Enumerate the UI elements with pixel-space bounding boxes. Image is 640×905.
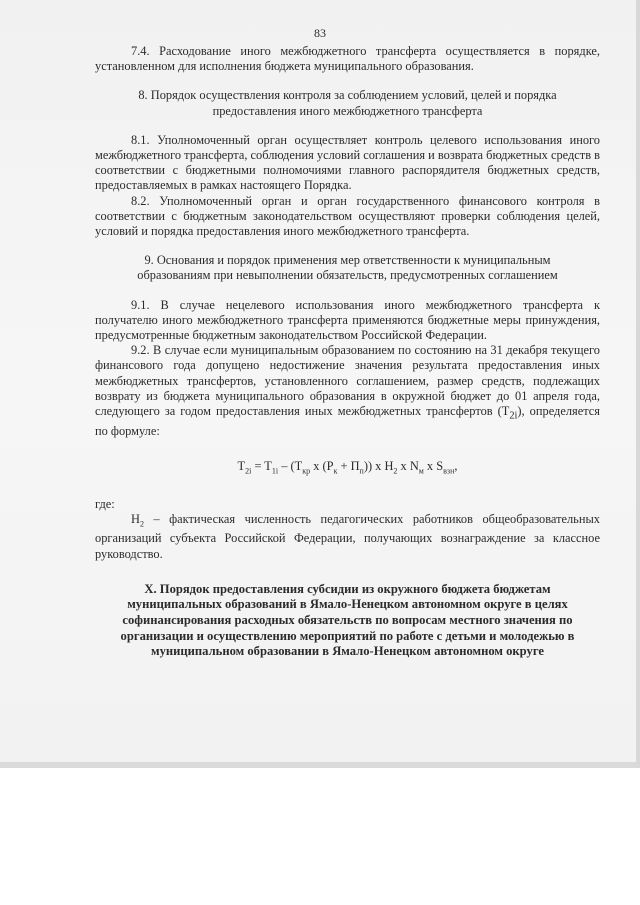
where-label: где: bbox=[95, 496, 115, 511]
paragraph-9-2-text: 9.2. В случае если муниципальным образованием по состоянию на 31 декабря текущего финансового года допущено недостижение значения результата предоставления иных межбюджетных трансфертов, установленного соглашением, размер средств, подлежащих возврату из бюджета муниципального образования в окружной бюджет до 01 апреля года, следующего за годом предоставления иных межбюджетных трансфертов (T bbox=[95, 343, 600, 419]
section-X-heading: X. Порядок предоставления субсидии из окружного бюджета бюджетам муниципальных образований в Ямало-Ненецком автономном округе в целях софинансирования расходных обязательств по вопросам местного значения по организации и осуществлению мероприятий по работе с детьми и молодежью в муниципальном образовании в Ямало-Ненецком автономном округе bbox=[120, 581, 575, 659]
section-8-heading: 8. Порядок осуществления контроля за соблюдением условий, целей и порядка предоставления иного межбюджетного трансферта bbox=[138, 88, 557, 118]
paragraph-8-1: 8.1. Уполномоченный орган осуществляет контроль целевого использования иного межбюджетного трансферта, соблюдения условий соглашения и возврата бюджетных средств в соответствии с бюджетными полномочиями главного распорядителя бюджетных средств, предоставляемых в рамках настоящего Порядка. bbox=[95, 132, 600, 193]
paragraph-9-2 bbox=[95, 343, 600, 439]
paragraph-9-2-sub: 2i bbox=[509, 410, 518, 422]
formula: $T_{2i} = T_{1i} - (T_{кр}$ x $(P_к + П_п)$) x $H_2$ x $N_м$ x $S_{взн}$, bbox=[237, 458, 458, 476]
paragraph-9-1: 9.1. В случае нецелевого использования иного межбюджетного трансферта к получателю иного межбюджетного трансферта применяются бюджетные меры принуждения, предусмотренные бюджетным законодательством Российской Федерации. bbox=[95, 297, 600, 343]
document-body bbox=[95, 44, 600, 660]
paragraph-7-4: 7.4. Расходование иного межбюджетного трансферта осуществляется в порядке, установленном для исполнения бюджета муниципального образования. bbox=[95, 44, 600, 74]
paragraph-8-2: 8.2. Уполномоченный орган и орган государственного финансового контроля в соответствии с бюджетным законодательством осуществляют проверки соблюдения целей, условий и порядка предоставления иного межбюджетного трансферта. bbox=[95, 193, 600, 239]
page-number: 83 bbox=[314, 26, 326, 40]
h2-definition: $H_2$ – фактическая численность педагогических работников общеобразовательных организаций субъекта Российской Федерации, получающих вознаграждение за классное руководство. bbox=[95, 511, 600, 561]
paragraph-9-2-end: ), определяется по формуле: bbox=[95, 404, 600, 438]
section-9-heading: 9. Основания и порядок применения мер ответственности к муниципальным образованиям при невыполнении обязательств, предусмотренных соглашением bbox=[137, 253, 558, 283]
